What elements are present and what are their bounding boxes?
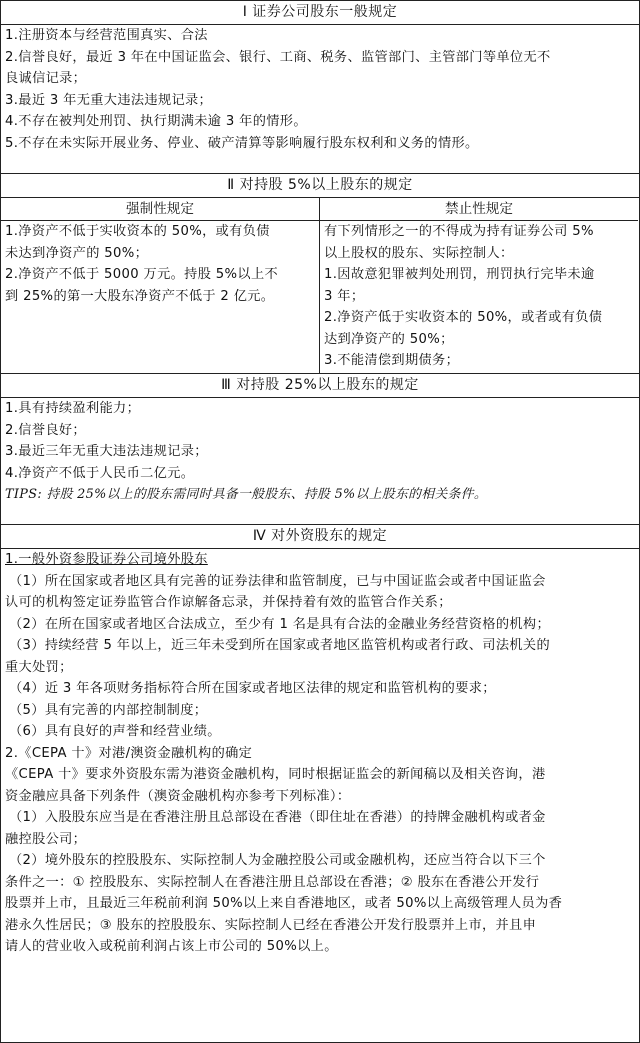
cepa-subtitle: 2.《CEPA 十》对港/澳资金融机构的确定: [5, 745, 253, 761]
foreign-condition-line: （3）持续经营 5 年以上，近三年未受到所在国家或者地区监管机构或者行政、司法机关的: [9, 638, 550, 653]
cepa-condition-line: （2）境外股东的控股股东、实际控制人为金融控股公司或金融机构，还应当符合以下三个: [9, 853, 546, 868]
section-2-title: Ⅱ 对持股 5%以上股东的规定: [1, 174, 639, 198]
tips-note: TIPS: 持股 25%以上的股东需同时具备一般股东、持股 5%以上股东的相关条件。: [5, 487, 488, 502]
foreign-condition-line: （1）所在国家或者地区具有完善的证券法律和监管制度，已与中国证监会或者中国证监会: [9, 573, 546, 589]
prohibitive-rule-line: 2.净资产低于实收资本的 50%，或者或有负债: [324, 310, 603, 325]
prohibitive-rules-column: [320, 198, 638, 373]
prohibitive-rule-line: 1.因故意犯罪被判处刑罚，刑罚执行完毕未逾: [324, 267, 595, 282]
section-1-item: 3.最近 3 年无重大违法违规记录；: [5, 92, 213, 108]
mandatory-rule-line: 2.净资产不低于 5000 万元。持股 5%以上不: [5, 267, 279, 282]
section-1-item: 1.注册资本与经营范围真实、合法: [5, 28, 208, 43]
cepa-condition-line: 请人的营业收入或税前利润占该上市公司的 50%以上。: [5, 939, 338, 954]
cepa-condition-line: （1）入股股东应当是在香港注册且总部设在香港（即住址在香港）的持牌金融机构或者金: [9, 810, 546, 825]
prohibitive-rule-line: 有下列情形之一的不得成为持有证券公司 5%: [324, 224, 594, 239]
prohibitive-rule-line: 达到净资产的 50%；: [324, 331, 454, 347]
section-3-item: 2.信誉良好；: [5, 422, 86, 438]
section-1-item: 5.不存在未实际开展业务、停业、破产清算等影响履行股东权利和义务的情形。: [5, 135, 479, 151]
section-4-title: Ⅳ 对外资股东的规定: [1, 525, 639, 549]
cepa-condition-line: 股票并上市，且最近三年税前利润 50%以上来自香港地区，或者 50%以上高级管理人员为香: [5, 896, 563, 911]
cepa-condition-line: 资金融应具备下列条件（澳资金融机构亦参考下列标准）：: [5, 788, 351, 804]
prohibitive-rule-line: 3 年；: [324, 288, 365, 304]
section-4-body: [1, 549, 639, 958]
mandatory-rule-line: 未达到净资产的 50%；: [5, 245, 149, 261]
section-3-title: Ⅲ 对持股 25%以上股东的规定: [1, 374, 639, 398]
foreign-condition-line: （6）具有良好的声誉和经营业绩。: [9, 724, 221, 739]
cepa-condition-line: 融控股公司；: [5, 831, 87, 847]
section-1-item: 良诚信记录；: [5, 71, 87, 86]
prohibitive-rules-header: 禁止性规定: [320, 198, 638, 221]
foreign-condition-line: 认可的机构签定证券监管合作谅解备忘录，并保持着有效的监管合作关系；: [5, 595, 452, 610]
foreign-condition-line: （2）在所在国家或者地区合法成立，至少有 1 名是具有合法的金融业务经营资格的机构；: [9, 616, 550, 632]
section-3-item: 4.净资产不低于人民币二亿元。: [5, 465, 195, 481]
prohibitive-rule-line: 以上股权的股东、实际控制人：: [324, 245, 514, 261]
cepa-condition-line: 条件之一：① 控股股东、实际控制人在香港注册且总部设在香港；② 股东在香港公开发行: [5, 874, 540, 890]
section-3-item: 3.最近三年无重大违法违规记录；: [5, 444, 208, 459]
cepa-condition-line: 港永久性居民；③ 股东的控股股东、实际控制人已经在香港公开发行股票并上市，并且申: [5, 917, 537, 933]
mandatory-rules-column: [1, 198, 320, 373]
foreign-condition-line: （4）近 3 年各项财务指标符合所在国家或者地区法律的规定和监管机构的要求；: [9, 681, 496, 696]
section-1-item: 2.信誉良好，最近 3 年在中国证监会、银行、工商、税务、监管部门、主管部门等单位无不: [5, 49, 551, 65]
mandatory-rule-line: 到 25%的第一大股东净资产不低于 2 亿元。: [5, 288, 275, 304]
section-3-body: [1, 398, 639, 525]
foreign-condition-line: 重大处罚；: [5, 659, 73, 675]
prohibitive-rule-line: 3.不能清偿到期债务；: [324, 353, 460, 368]
section-1-item: 4.不存在被判处刑罚、执行期满未逾 3 年的情形。: [5, 114, 307, 129]
section-1-title: Ⅰ 证券公司股东一般规定: [1, 1, 639, 25]
foreign-condition-line: （5）具有完善的内部控制制度；: [9, 702, 208, 718]
cepa-condition-line: 《CEPA 十》要求外资股东需为港资金融机构，同时根据证监会的新闻稿以及相关咨询，港: [5, 767, 546, 782]
section-1-body: [1, 25, 639, 174]
mandatory-rules-header: 强制性规定: [1, 198, 319, 221]
mandatory-rule-line: 1.净资产不低于实收资本的 50%，或有负债: [5, 224, 270, 239]
section-2-columns: [1, 198, 639, 374]
section-3-item: 1.具有持续盈利能力；: [5, 401, 141, 416]
foreign-shareholder-subtitle: 1.一般外资参股证券公司境外股东: [5, 552, 208, 567]
